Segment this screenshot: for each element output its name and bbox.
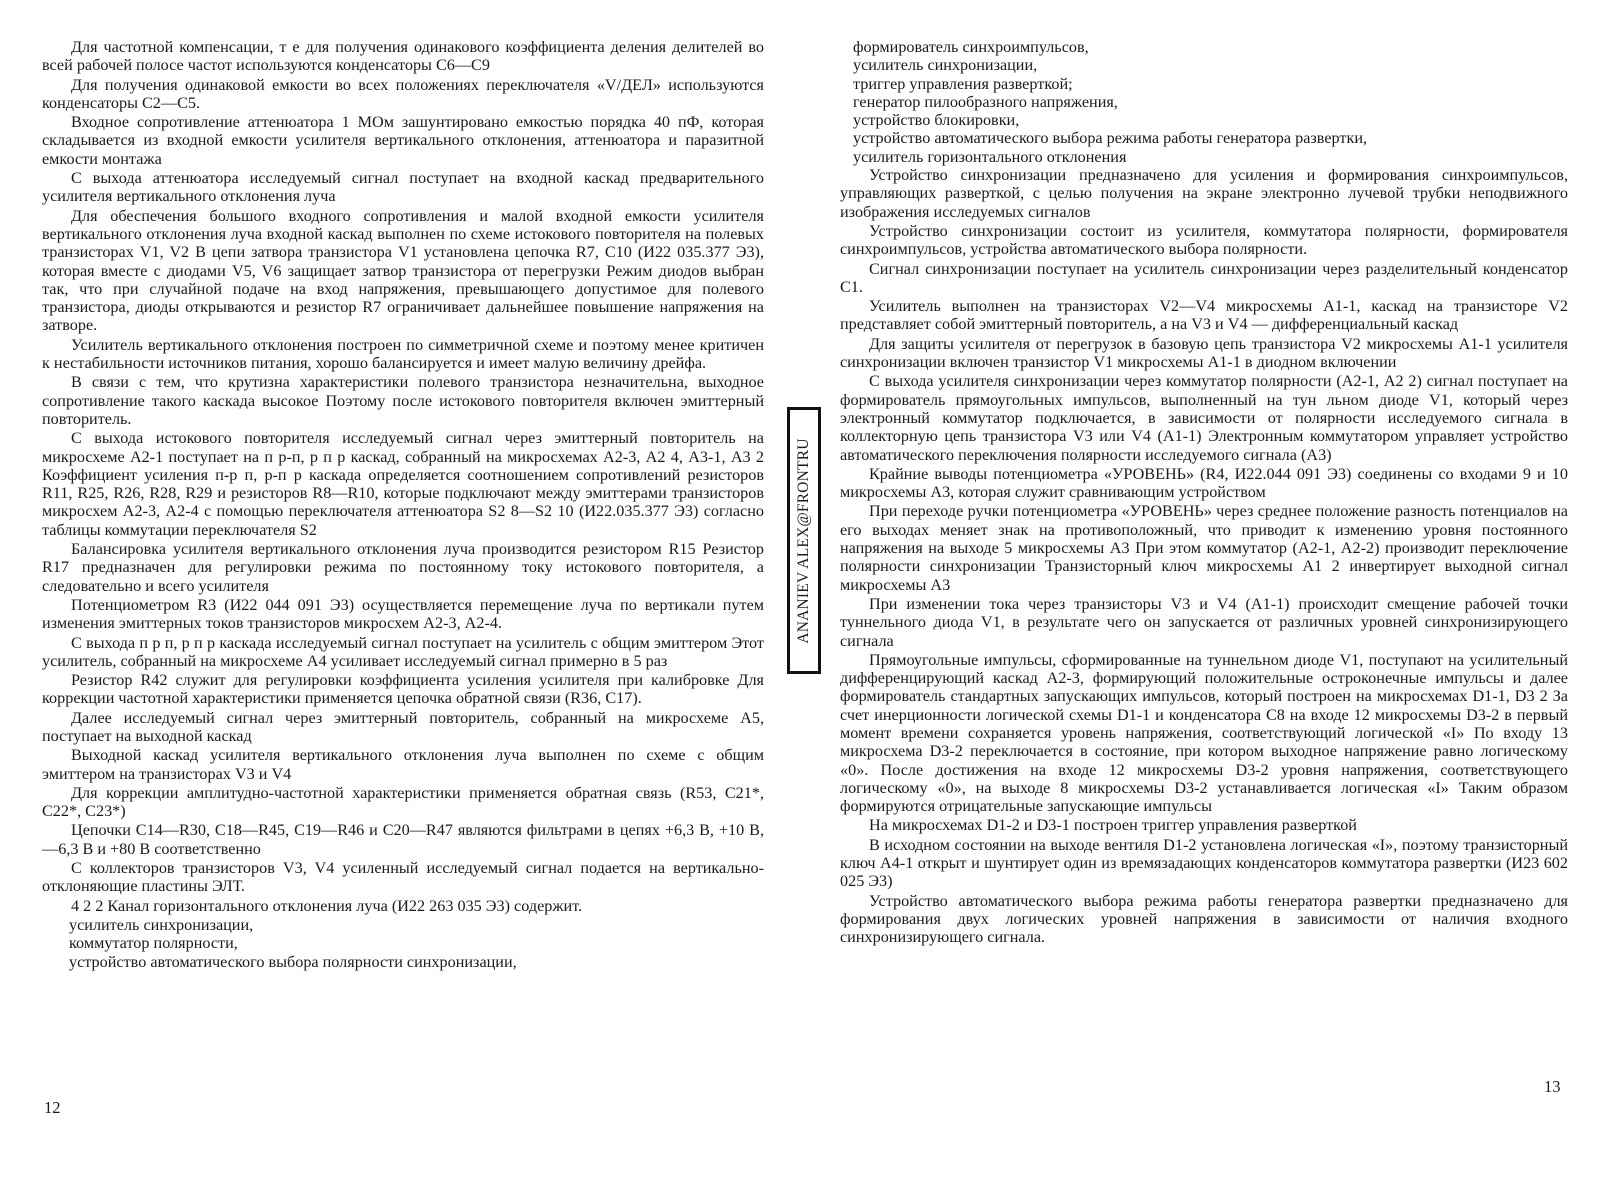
list-item: усилитель синхронизации, (69, 915, 254, 934)
paragraph: С выхода п р п, р п р каскада исследуемый сигнал поступает на усилитель с общим эмиттером Этот усилитель, собранный на микросхеме А4 усиливает исследуемый сигнал примерно в 5 раз (42, 633, 764, 670)
list-item: устройство автоматического выбора полярности синхронизации, (69, 952, 517, 971)
left-page-text (42, 38, 764, 971)
paragraph: Усилитель выполнен на транзисторах V2—V4 микросхемы А1-1, каскад на транзисторе V2 представляет собой эмиттерный повторитель, а на V3 и V4 — дифференциальный каскад (840, 297, 1568, 334)
paragraph: С коллекторов транзисторов V3, V4 усиленный исследуемый сигнал подается на вертикально-отклоняющие пластины ЭЛТ. (42, 859, 764, 896)
paragraph: Устройство синхронизации состоит из усилителя, коммутатора полярности, формирователя синхроимпульсов, устройства автоматического выбора полярности. (840, 221, 1568, 259)
list-item: усилитель синхронизации, (853, 56, 1038, 75)
paragraph: Для коррекции амплитудно-частотной характеристики применяется обратная связь (R53, С21*, С22*, С23*) (42, 783, 764, 821)
paragraph: Для частотной компенсации, т е для получения одинакового коэффициента деления делителей во всей рабочей полосе частот используются конденсаторы С6—С9 (42, 38, 764, 75)
paragraph: Устройство автоматического выбора режима работы генератора развертки предназначено для формирования двух логических уровней напряжения в зависимости от наличия входного синхронизирующего сигнала. (840, 891, 1568, 947)
paragraph: Для защиты усилителя от перегрузок в базовую цепь транзистора V2 микросхемы А1-1 усилителя синхронизации включен транзистор V1 микросхемы А1-1 в диодном включении (840, 334, 1568, 372)
paragraph: В исходном состоянии на выходе вентиля D1-2 установлена логическая «I», поэтому транзисторный ключ А4-1 открыт и шунтирует один из времязадающих конденсаторов коммутатора развертки (И23 602 025 Э3) (840, 835, 1568, 891)
paragraph: Резистор R42 служит для регулировки коэффициента усиления усилителя при калибровке Для коррекции частотной характеристики применяется цепочка обратной связи (R36, С17). (42, 671, 764, 708)
paragraph: В связи с тем, что крутизна характеристики полевого транзистора незначительна, выходное сопротивление такого каскада высокое Поэтому после истокового повторителя включен эмиттерный повторитель. (42, 373, 764, 428)
paragraph: При переходе ручки потенциометра «УРОВЕНЬ» через среднее положение разность потенциалов на его выходах меняет знак на противоположный, что приводит к изменению уровня постоянного напряжения на выходе 5 микросхемы А3 При этом коммутатор (А2-1, А2-2) производит переключение полярности синхронизации Транзисторный ключ микросхемы А1 2 инвертирует выходной сигнал микросхемы А3 (840, 502, 1568, 594)
paragraph: Далее исследуемый сигнал через эмиттерный повторитель, собранный на микросхеме А5, поступает на выходной каскад (42, 708, 764, 745)
paragraph: Потенциометром R3 (И22 044 091 Э3) осуществляется перемещение луча по вертикали путем изменения эмиттерных токов транзисторов микросхем А2-3, А2-4. (42, 595, 764, 633)
paragraph: Устройство синхронизации предназначено для усиления и формирования синхроимпульсов, управляющих разверткой, с целью получения на экране электронно лучевой трубки неподвижного изображения исследуемых сигналов (840, 166, 1568, 221)
list-item: триггер управления разверткой; (853, 74, 1073, 93)
paragraph: С выхода аттенюатора исследуемый сигнал поступает на входной каскад предварительного усилителя вертикального отклонения луча (42, 169, 764, 206)
paragraph: 4 2 2 Канал горизонтального отклонения луча (И22 263 035 Э3) содержит. (71, 896, 583, 915)
paragraph: С выхода усилителя синхронизации через коммутатор полярности (А2-1, А2 2) сигнал поступает на формирователь прямоугольных импульсов, выполненный на тун льном диоде V1, который через электронный коммутатор подключается, в зависимости от полярности исследуемого сигнала в коллекторную цепь транзистора V3 или V4 (А1-1) Электронным коммутатором управляет устройство автоматического переключения полярности исследуемого сигнала (А3) (840, 372, 1568, 464)
list-item: устройство автоматического выбора режима работы генератора развертки, (853, 129, 1368, 148)
paragraph: Входное сопротивление аттенюатора 1 МОм зашунтировано емкостью порядка 40 пФ, которая складывается из входной емкости усилителя вертикального отклонения, аттенюатора и паразитной емкости монтажа (42, 113, 764, 168)
paragraph: Усилитель вертикального отклонения построен по симметричной схеме и поэтому менее критичен к нестабильности источников питания, хорошо балансируется и имеет малую величину дрейфа. (42, 335, 764, 373)
paragraph: Для получения одинаковой емкости во всех положениях переключателя «V/ДЕЛ» используются конденсаторы С2—С5. (42, 75, 764, 112)
list-item: генератор пилообразного напряжения, (853, 92, 1118, 111)
right-page-text (840, 38, 1568, 948)
paragraph: На микросхемах D1-2 и D3-1 построен триггер управления разверткой (869, 816, 1357, 835)
paragraph: При изменении тока через транзисторы V3 и V4 (А1-1) происходит смещение рабочей точки туннельного диода V1, в результате чего он запускается от различных уровней синхронизирующего сигнала (840, 594, 1568, 650)
page-number-left: 12 (44, 1098, 61, 1117)
list-item: усилитель горизонтального отклонения (853, 147, 1127, 166)
paragraph: Крайние выводы потенциометра «УРОВЕНЬ» (R4, И22.044 091 Э3) соединены со входами 9 и 10 микросхемы А3, которая служит сравнивающим устройством (840, 464, 1568, 502)
paragraph: Сигнал синхронизации поступает на усилитель синхронизации через разделительный конденсатор С1. (840, 259, 1568, 296)
paragraph: С выхода истокового повторителя исследуемый сигнал через эмиттерный повторитель на микросхеме А2-1 поступает на п р-п, р п р каскад, собранный на микросхемах А2-3, А2 4, А3-1, А3 2 Коэффициент усиления п-р п, р-п р каскада определяется соотношением сопротивлений резисторов R11, R25, R26, R28, R29 и резисторов R8—R10, которые подключают между эмиттерами транзисторов микросхем А2-3, А2-4 с помощью переключателя аттенюатора S2 8—S2 10 (И22.035.377 Э3) согласно таблицы коммутации переключателя S2 (42, 429, 764, 539)
paragraph: Прямоугольные импульсы, сформированные на туннельном диоде V1, поступают на усилительный дифференцирующий каскад А2-3, формирующий положительные остроконечные импульсы и далее формирователь стандартных запускающих импульсов, который построен на микросхемах D1-1, D3 2 За счет инерционности логической схемы D1-1 и конденсатора С8 на входе 12 микросхемы D3-2 в первый момент времени сохраняется уровень напряжения, соответствующий логической «I» По входу 13 микросхема D3-2 переключается в состояние, при котором выходное напряжение равно логическому «0». После достижения на входе 12 микросхемы D3-2 уровня напряжения, соответствующего логическому «0», на выходе 8 микросхемы D3-2 устанавливается логическая «I» Таким образом формируются отрицательные запускающие импульсы (840, 650, 1568, 816)
list-item: формирователь синхроимпульсов, (853, 38, 1089, 56)
stamp-text: ANANIEV ALEX@FRONTRU (795, 437, 812, 644)
paragraph: Выходной каскад усилителя вертикального отклонения луча выполнен по схеме с общим эмиттером на транзисторах V3 и V4 (42, 746, 764, 783)
page-number-right: 13 (1544, 1077, 1561, 1096)
list-item: устройство блокировки, (853, 111, 1020, 130)
list-item: коммутатор полярности, (69, 934, 238, 953)
paragraph: Для обеспечения большого входного сопротивления и малой входной емкости усилителя вертикального отклонения луча входной каскад выполнен по схеме истокового повторителя на полевых транзисторах V1, V2 В цепи затвора транзистора V1 установлена цепочка R7, С10 (И22 035.377 Э3), которая вместе с диодами V5, V6 защищает затвор транзистора от перегрузки Режим диодов выбран так, что при случайной подаче на вход напряжения, превышающего допустимое для полевого транзистора, диоды открываются и резистор R7 ограничивает дальнейшее повышение напряжения на затворе. (42, 206, 764, 335)
paragraph: Балансировка усилителя вертикального отклонения луча производится резистором R15 Резистор R17 предназначен для регулировки режима по постоянному току истокового повторителя, а следовательно и всего усилителя (42, 540, 764, 595)
watermark-stamp (787, 407, 821, 674)
paragraph: Цепочки С14—R30, С18—R45, С19—R46 и С20—R47 являются фильтрами в цепях +6,3 В, +10 В, —6,3 В и +80 В соответственно (42, 821, 764, 858)
